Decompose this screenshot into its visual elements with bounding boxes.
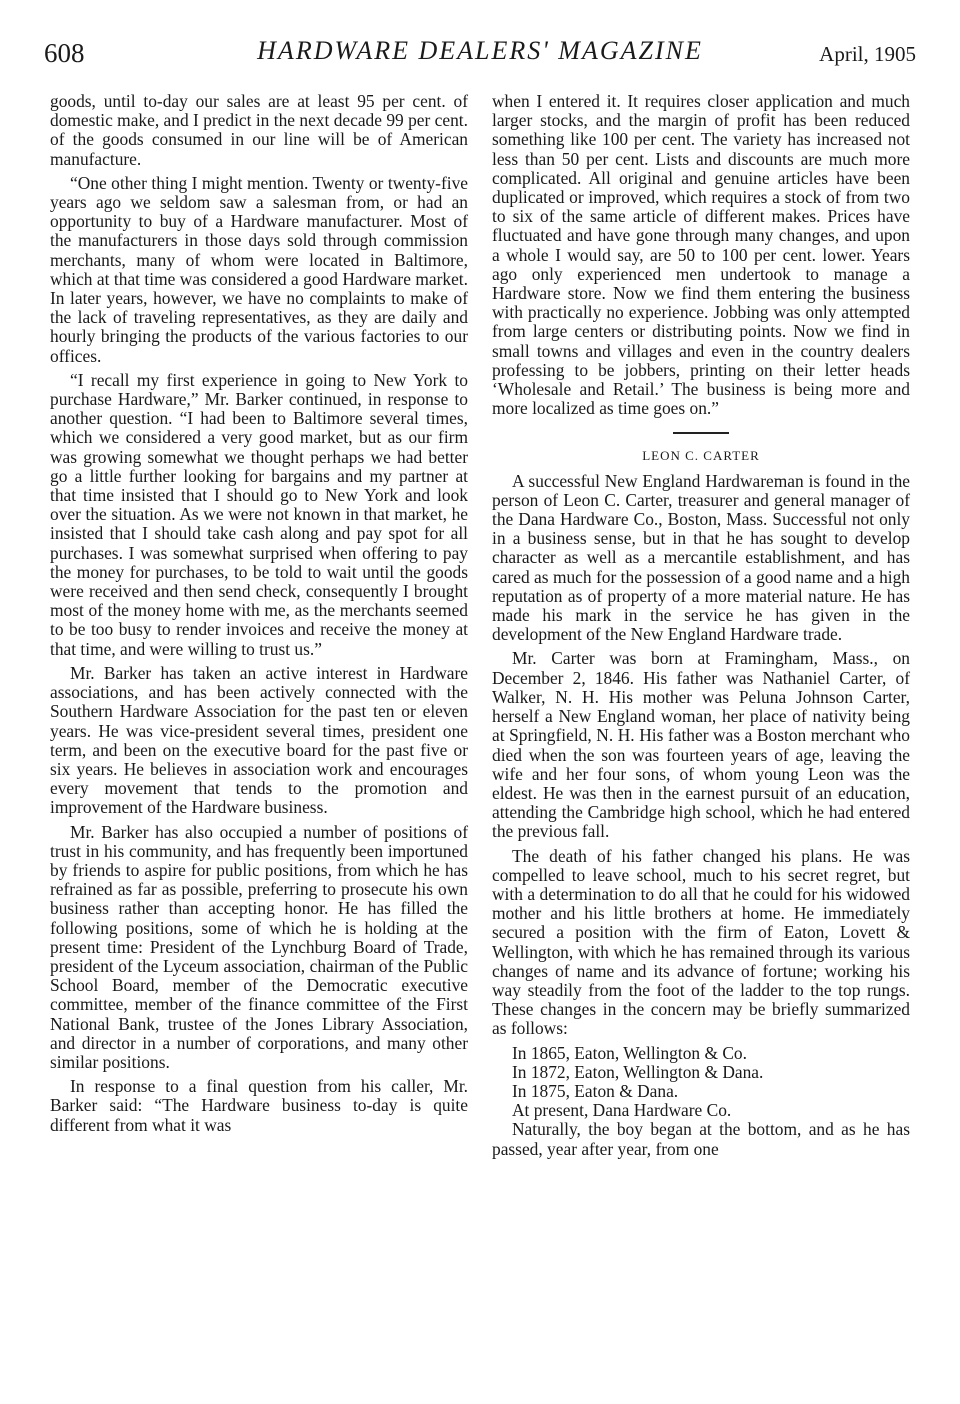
paragraph: Mr. Barker has taken an active interest in Hardware associations, and has been actively connected with the Southern Hardware Association for the past ten or eleven years. He was vice-president several times, president one term, and been on the executive board for the past five or six years. He believes in association work and encourages every movement that tends to the promotion and improvement of the Hardware business. [50, 662, 468, 818]
paragraph: “I recall my first experience in going to New York to purchase Hardware,” Mr. Barker continued, in response to another question. “I had been to Baltimore several times, which we considered a very good market, but as our firm was growing somewhat we thought perhaps we had better go a little further looking for bargains and my partner at that time insisted that I should go to New York and look over the situation. As we were not known in that market, he insisted that I should take cash along and pay spot for all purchases. I was somewhat surprised when offering to pay the money for purchases, to be told to wait until the goods were received and then send check, consequently I brought most of the money home with me, as the merchants seemed to be too busy to render invoices and receive the money at that time, and were willing to trust us.” [50, 369, 468, 659]
firm-history-item: In 1875, Eaton & Dana. [512, 1080, 679, 1101]
section-heading: LEON C. CARTER [642, 448, 760, 464]
firm-history-item: In 1872, Eaton, Wellington & Dana. [512, 1061, 764, 1082]
paragraph: A successful New England Hardwareman is found in the person of Leon C. Carter, treasurer and general manager of the Dana Hardware Co., Boston, Mass. Successful not only in a business sense, but in that he has sought to develop character as well as a mercantile establishment, and has cared as much for the possession of a good name and a high reputation as of property of a more material nature. He has made his mark in the service he has given in the development of the New England Hardware trade. [492, 470, 910, 645]
paragraph: The death of his father changed his plans. He was compelled to leave school, much to his secret regret, but with a determination to do all that he could for his widowed mother and his little brothers at home. He immediately secured a position with the firm of Eaton, Lovett & Wellington, with which he has remained through its various changes of name and its advance of fortune; working his way steadily from the foot of the ladder to the top rungs. These changes in the concern may be briefly summarized as follows: [492, 845, 910, 1039]
right-column [492, 92, 910, 1159]
paragraph: Mr. Carter was born at Framingham, Mass., on December 2, 1846. His father was Nathaniel Carter, of Walker, N. H. His mother was Peluna Johnson Carter, herself a New England woman, her place of nativity being at Springfield, N. H. His father was a Boston merchant who died when the son was fourteen years of age, leaving the wife and her four sons, of whom young Leon was the eldest. He was then in the earnest pursuit of an education, attending the Cambridge high school, which he had entered the previous fall. [492, 648, 910, 842]
left-column [50, 92, 468, 1135]
paragraph: when I entered it. It requires closer application and much larger stocks, and the margin of profit has been reduced something like 100 per cent. The variety has increased not less than 50 per cent. Lists and discounts are much more complicated. All original and genuine articles have been duplicated or improved, which requires a stock of from two to six of the same article of different makes. Prices have fluctuated and have gone through many changes, and upon a whole I would say, are 50 to 100 per cent. lower. Years ago only experienced men undertook to manage a Hardware store. Now we find them entering the business with practically no experience. Jobbing was only attempted from large centers or distributing points. Now we find in small towns and villages and even in the country dealers professing to be jobbers, printing on their letter heads ‘Wholesale and Retail.’ The business is being more and more localized as time goes on.” [492, 91, 910, 419]
magazine-title: HARDWARE DEALERS' MAGAZINE [257, 36, 703, 65]
page-number: 608 [44, 38, 85, 68]
paragraph: Mr. Barker has also occupied a number of positions of trust in his community, and has frequently been importuned by friends to aspire for public positions, from which he has refrained as far as possible, preferring to prosecute his own business rather than accepting honor. He has filled the following positions, some of which he is holding at the present time: President of the Lynchburg Board of Trade, president of the Lyceum association, chairman of the Public School Board, member of the Democratic executive committee, member of the finance committee of the First National Bank, trustee of the Jones Library Association, and director in a number of corporations, and many other similar positions. [50, 821, 468, 1072]
page-header [44, 36, 916, 68]
paragraph: Naturally, the boy began at the bottom, and as he has passed, year after year, from one [492, 1119, 910, 1159]
firm-history-item: At present, Dana Hardware Co. [512, 1100, 732, 1121]
paragraph: goods, until to-day our sales are at least 95 per cent. of domestic make, and I predict in the next decade 99 per cent. of the goods consumed in our line will be of American manufacture. [50, 91, 468, 169]
section-divider [673, 432, 729, 434]
paragraph: In response to a final question from his caller, Mr. Barker said: “The Hardware business to-day is quite different from what it was [50, 1076, 468, 1135]
firm-history-item: In 1865, Eaton, Wellington & Co. [512, 1042, 747, 1063]
paragraph: “One other thing I might mention. Twenty or twenty-five years ago we seldom saw a salesman from, or had an opportunity to buy of a Hardware manufacturer. Most of the manufacturers in those days sold through commission merchants, many of whom were located in Baltimore, which at that time was considered a good Hardware market. In later years, however, we have no complaints to make of the lack of traveling representatives, as they are daily and hourly bringing the products of the various factories to our offices. [50, 172, 468, 366]
issue-date: April, 1905 [819, 42, 916, 66]
